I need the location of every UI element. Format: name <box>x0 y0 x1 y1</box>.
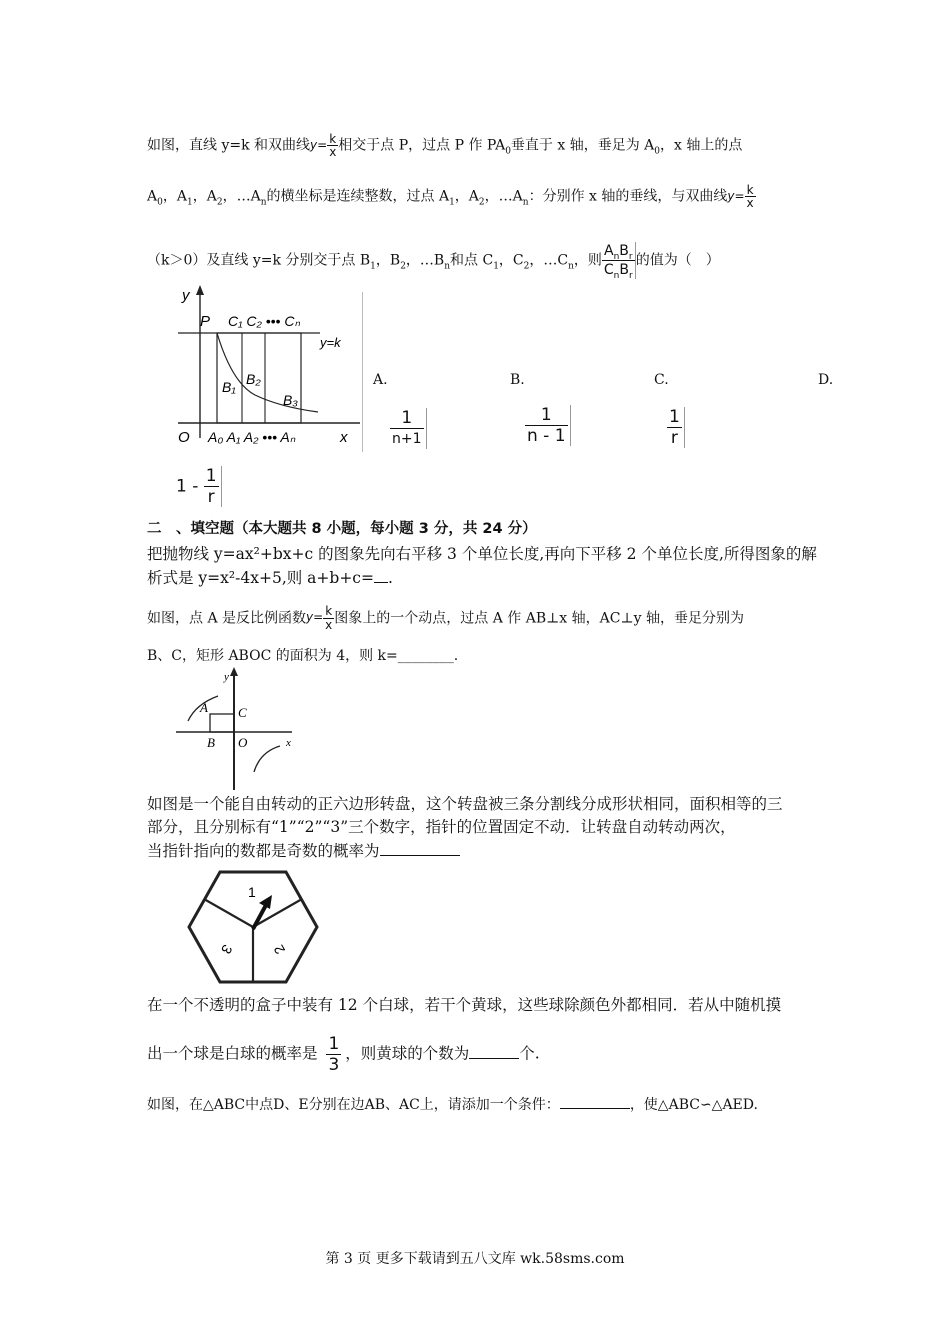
q1-text: ，则 <box>573 252 602 269</box>
q1-text: ，C <box>498 252 524 269</box>
page-footer: 第 3 页 更多下载请到五八文库 wk.58sms.com <box>325 1251 625 1267</box>
q5-line1: 在一个不透明的盒子中装有 12 个白球，若干个黄球，这些球除颜色外都相同．若从中随机摸 <box>147 996 782 1014</box>
frac-num: 1 <box>328 1034 340 1054</box>
hyperbola-curve <box>217 333 318 412</box>
q1-text: ，…A <box>484 188 523 205</box>
frac-num: 1 <box>390 408 424 429</box>
answer-blank[interactable] <box>469 1044 519 1059</box>
q1-line3 <box>147 242 720 279</box>
spinner-number-2: 2 <box>270 942 289 957</box>
subscript: 2 <box>216 197 223 208</box>
answer-blank[interactable]: ________ <box>397 648 454 664</box>
q5-text: 个. <box>519 1044 540 1063</box>
fraction-y-k-over-x <box>306 605 334 632</box>
answer-blank[interactable] <box>380 841 460 856</box>
frac-den <box>602 261 635 279</box>
subscript: 0 <box>157 197 163 208</box>
frac-num: k <box>327 133 338 146</box>
option-a-label: A. <box>373 372 388 388</box>
hyperbola-branch-lower <box>254 746 280 772</box>
q3-text: 图象上的一个动点，过点 A 作 AB⊥x 轴，AC⊥y 轴，垂足分别为 <box>334 610 744 627</box>
option-a-fraction <box>390 408 427 449</box>
q4-spinner-figure <box>186 869 320 985</box>
fraction-y-k-over-x <box>310 133 338 158</box>
frac-sym: C <box>603 262 614 278</box>
subscript: 1 <box>370 261 376 272</box>
option-c-fraction <box>667 407 685 448</box>
frac-num <box>602 242 635 261</box>
q4-line2: 部分，且分别标有“1”“2”“3”三个数字，指针的位置固定不动．让转盘自动转动两次， <box>147 818 736 836</box>
subscript: n <box>613 270 620 281</box>
option-d-expression <box>176 466 222 507</box>
q2-line1: 把抛物线 y=ax²+bx+c 的图象先向右平移 3 个单位长度,再向下平移 2 个单位长度,所得图象的解 <box>147 545 817 563</box>
q3-line2 <box>147 646 458 666</box>
answer-blank[interactable] <box>374 568 388 583</box>
subscript: 1 <box>449 197 455 208</box>
fig-label-b3: B₃ <box>283 392 298 408</box>
q1-text: ，A <box>192 188 217 205</box>
fig-label-b2: B₂ <box>246 371 261 387</box>
fig-label-p: P <box>200 313 211 330</box>
fig-label-y: y <box>182 287 190 304</box>
q1-line1 <box>147 133 742 158</box>
figure-divider <box>362 292 363 452</box>
option-d-fraction <box>204 466 222 507</box>
q1-text: ，B <box>375 252 401 269</box>
fig-label-c: C₁ C₂ ••• Cₙ <box>228 313 301 329</box>
q2-text: . <box>387 569 393 587</box>
q2-line2 <box>147 567 393 589</box>
frac-num: k <box>745 184 756 197</box>
frac-prefix: y= <box>306 610 324 624</box>
frac-num: 1 <box>205 466 217 486</box>
q1-text: A <box>147 188 158 205</box>
rectangle-aboc <box>210 714 234 732</box>
fraction-y-k-over-x <box>727 184 755 209</box>
frac-den: x <box>329 145 337 159</box>
q1-text: 如图，直线 y=k 和双曲线 <box>147 137 311 154</box>
frac-den: r <box>207 487 215 507</box>
q1-line2 <box>147 184 756 209</box>
fig-label-x: x <box>340 429 348 446</box>
fig-label-c: C <box>238 705 247 720</box>
section-heading: 二 、填空题（本大题共 8 小题，每小题 3 分，共 24 分） <box>147 521 537 537</box>
frac-prefix: y= <box>310 138 328 152</box>
spinner-number-1: 1 <box>248 884 256 900</box>
q1-text: ，…A <box>222 188 261 205</box>
q1-text: ，…B <box>405 252 445 269</box>
fig-label-o: O <box>178 429 190 446</box>
q1-text: ，A <box>162 188 187 205</box>
fig-label-y: y <box>224 671 229 683</box>
fig-label-o: O <box>238 735 248 750</box>
q1-text: 相交于点 P，过点 P 作 PA <box>338 137 506 154</box>
q3-line1 <box>147 605 744 632</box>
frac-den: x <box>746 196 754 210</box>
frac-den: n+1 <box>392 431 422 447</box>
q1-text: ，…C <box>529 252 569 269</box>
answer-blank[interactable] <box>560 1094 630 1109</box>
frac-sym: A <box>603 243 614 259</box>
frac-den: r <box>670 428 678 448</box>
q1-text: 的横坐标是连续整数，过点 A <box>266 188 450 205</box>
frac-num: k <box>323 605 334 619</box>
frac-num: 1 <box>525 405 568 426</box>
q6-text: ，使△ABC∽△AED. <box>629 1097 758 1113</box>
subscript: 2 <box>400 261 406 272</box>
frac-den: 3 <box>328 1055 340 1075</box>
subscript: n <box>260 197 267 208</box>
fraction-one-third <box>326 1034 341 1075</box>
subscript: 1 <box>493 261 499 272</box>
y-axis-arrow-icon <box>230 667 238 676</box>
q4-line1: 如图是一个能自由转动的正六边形转盘，这个转盘被三条分割线分成形状相同，面积相等的三 <box>147 795 783 813</box>
frac-sym: B <box>619 243 629 259</box>
q6-line <box>147 1094 758 1115</box>
subscript: 0 <box>505 146 511 157</box>
q3-text: . <box>453 648 459 664</box>
spinner-number-3: 3 <box>218 942 236 957</box>
frac-den: x <box>325 618 333 632</box>
q5-text: ，则黄球的个数为 <box>345 1044 470 1063</box>
q1-text: ，x 轴上的点 <box>660 137 743 154</box>
subscript: n <box>568 261 574 272</box>
frac-num: 1 <box>669 407 680 427</box>
subscript: 2 <box>523 261 530 272</box>
option-b-label: B. <box>510 372 525 388</box>
option-d-label: D. <box>818 372 834 388</box>
q4-text: 当指针指向的数都是奇数的概率为 <box>147 842 380 860</box>
subscript: 2 <box>478 197 485 208</box>
option-b-fraction <box>525 405 571 446</box>
q1-text: 的值为（ ） <box>635 252 720 269</box>
subscript: 0 <box>654 146 661 157</box>
q3-text: B、C，矩形 ABOC 的面积为 4，则 k= <box>147 648 398 664</box>
subscript: n <box>522 197 529 208</box>
y-axis-arrow-icon <box>196 285 204 295</box>
option-c-label: C. <box>654 372 669 388</box>
subscript: n <box>444 261 451 272</box>
q1-text: ：分别作 x 轴的垂线，与双曲线 <box>528 188 728 205</box>
subscript: n <box>613 251 620 262</box>
fraction-an-br-over-cn-br <box>602 242 636 279</box>
frac-sym: B <box>619 262 629 278</box>
q3-figure <box>174 666 304 792</box>
subscript: 1 <box>186 197 193 208</box>
q4-line3 <box>147 840 460 862</box>
option-d-prefix: 1 - <box>176 476 199 497</box>
subscript: r <box>629 270 633 281</box>
subscript: r <box>628 251 633 262</box>
fig-label-x: x <box>286 737 291 749</box>
q1-text: （k＞0）及直线 y=k 分别交于点 B <box>147 252 371 269</box>
frac-prefix: y= <box>727 189 745 203</box>
fig-label-b: B <box>207 735 215 750</box>
fig-label-a: A <box>200 700 208 715</box>
q1-figure <box>170 283 370 453</box>
fig-label-yk: y=k <box>320 335 341 350</box>
q1-text: 和点 C <box>450 252 494 269</box>
q5-line2 <box>147 1034 540 1075</box>
q3-text: 如图，点 A 是反比例函数 <box>147 610 307 627</box>
q6-text: 如图，在△ABC中点D、E分别在边AB、AC上，请添加一个条件： <box>147 1097 560 1113</box>
q5-text: 出一个球是白球的概率是 <box>147 1044 318 1063</box>
q1-text: ，A <box>454 188 479 205</box>
q1-text: 垂直于 x 轴，垂足为 A <box>510 137 655 154</box>
frac-den: n - 1 <box>527 426 566 446</box>
fig-label-a: A₀ A₁ A₂ ••• Aₙ <box>208 429 296 445</box>
fig-label-b1: B₁ <box>222 379 236 395</box>
q2-text: 析式是 y=x²-4x+5,则 a+b+c= <box>147 569 374 587</box>
